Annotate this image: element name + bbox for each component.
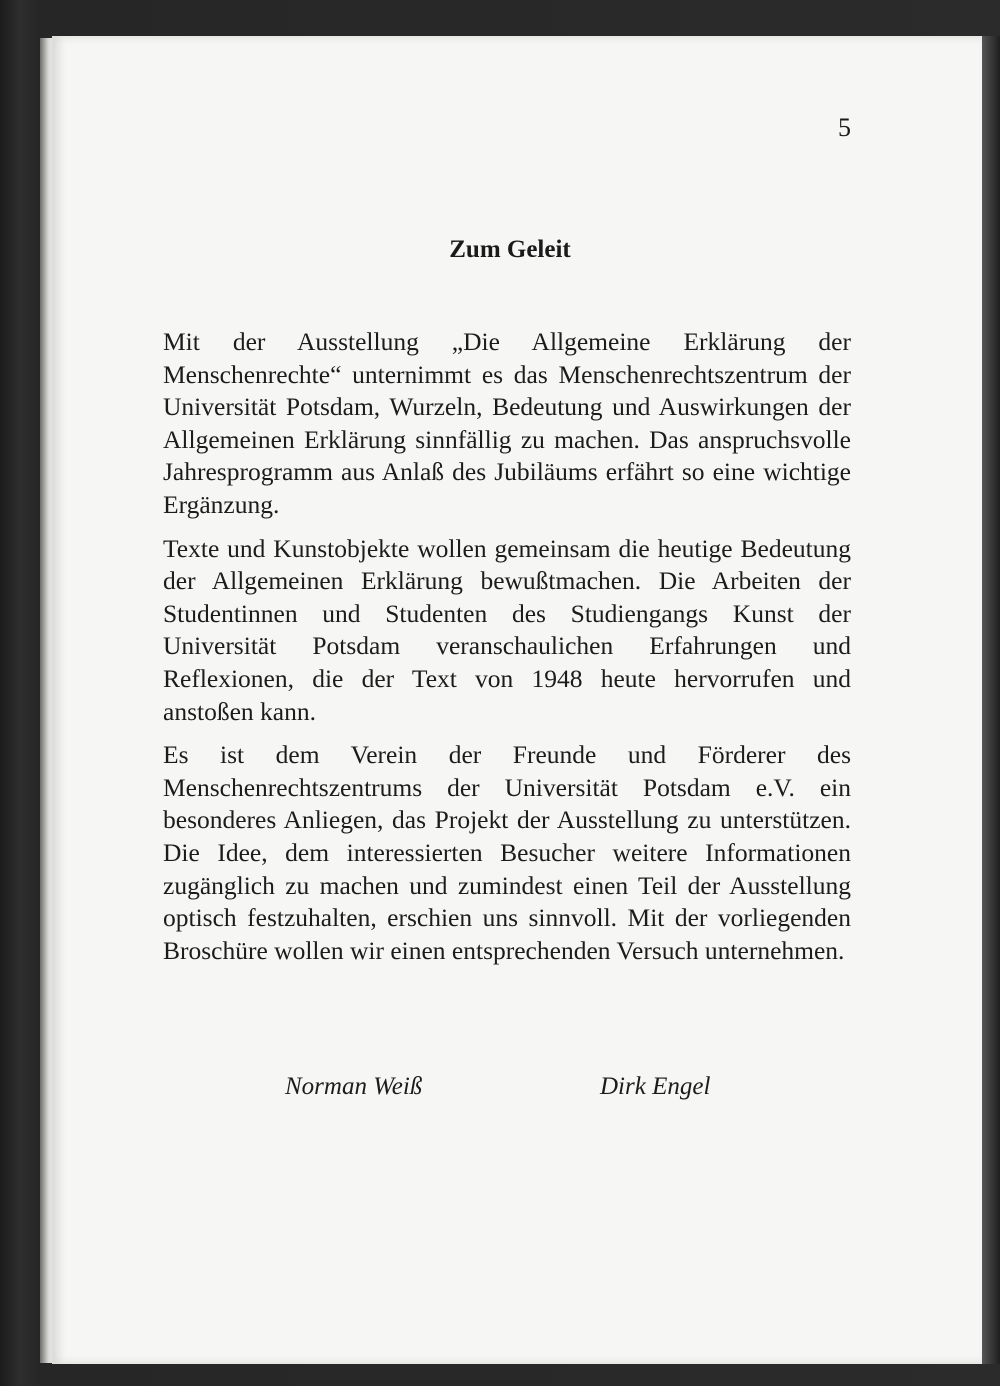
paragraph-2: Texte und Kunstobjekte wollen gemeinsam die heutige Bedeutung der Allgemeinen Erklärung bewußtmachen. Die Arbeiten der Studentinnen und Studenten des Studiengangs Kunst der Universität Potsdam veranschaulichen Erfahrungen und Reflexionen, die der Text von 1948 heute hervorrufen und anstoßen kann. [163, 533, 851, 726]
paragraph-3: Es ist dem Verein der Freunde und Förderer des Menschenrechtszentrums der Universität Potsdam e.V. ein besonderes Anliegen, das Projekt der Ausstellung zu unterstützen. Die Idee, dem interessierten Besucher weitere Informationen zugänglich zu machen und zumindest einen Teil der Ausstellung optisch festzuhalten, erschien uns sinnvoll. Mit der vorliegenden Broschüre wollen wir einen entsprechenden Versuch unternehmen. [163, 740, 851, 965]
page-number: 5 [838, 113, 851, 142]
paragraph-1: Mit der Ausstellung „Die Allgemeine Erklärung der Menschenrechte“ unternimmt es das Menschenrechtszentrum der Universität Potsdam, Wurzeln, Bedeutung und Auswirkungen der Allgemeinen Erklärung sinnfällig zu machen. Das anspruchsvolle Jahresprogramm aus Anlaß des Jubiläums erfährt so eine wichtige Ergänzung. [163, 327, 851, 519]
signature-dirk-engel: Dirk Engel [600, 1073, 711, 1100]
body-text [163, 326, 851, 978]
signature-norman-weiss: Norman Weiß [285, 1073, 423, 1100]
page-title: Zum Geleit [449, 236, 571, 263]
